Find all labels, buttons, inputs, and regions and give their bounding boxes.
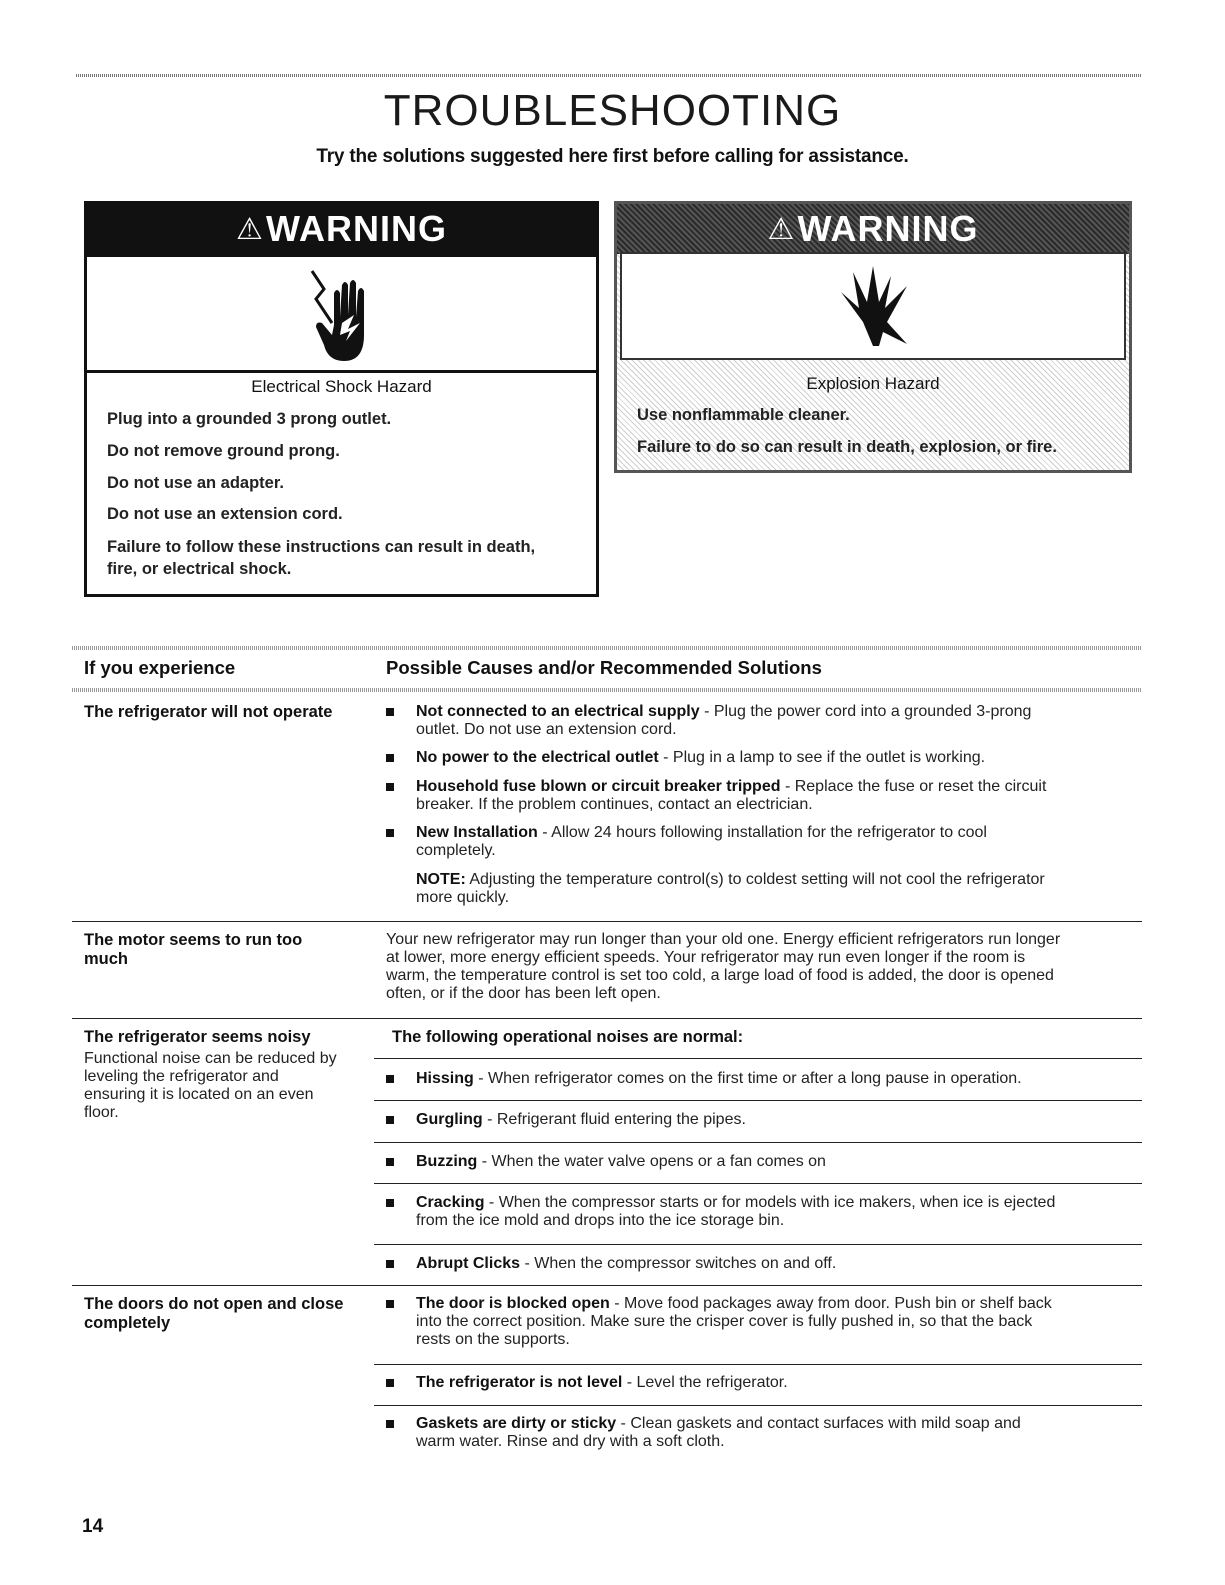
item-divider [374, 1183, 1142, 1184]
item-divider [374, 1100, 1142, 1101]
noise-intro: The following operational noises are normal: [392, 1028, 744, 1046]
warning-line: Do not remove ground prong. [107, 442, 340, 460]
hazard-title: Explosion Hazard [806, 374, 940, 393]
list-item: The refrigerator is not level - Level the refrigerator. [386, 1374, 1131, 1392]
hazard-title: Electrical Shock Hazard [251, 377, 432, 396]
warning-line: Failure to do so can result in death, explosion, or fire. [637, 438, 1057, 456]
warning-line: Do not use an extension cord. [107, 505, 343, 523]
problem-label: The refrigerator will not operate [84, 703, 333, 721]
item-divider [374, 1244, 1142, 1245]
bullet-icon [386, 708, 394, 716]
warning-line: Plug into a grounded 3 prong outlet. [107, 410, 392, 428]
row-divider [72, 921, 1142, 922]
bullet-icon [386, 829, 394, 837]
page-title: TROUBLESHOOTING [383, 86, 842, 135]
column-header-solutions: Possible Causes and/or Recommended Solutions [386, 657, 822, 678]
problem-label: The doors do not open and close completely [84, 1295, 344, 1332]
bullet-icon [386, 1260, 394, 1268]
problem-note: Functional noise can be reduced by leveling the refrigerator and ensuring it is located on an even floor. [84, 1050, 337, 1121]
bullet-icon [386, 783, 394, 791]
item-divider [374, 1405, 1142, 1406]
bullet-icon [386, 754, 394, 762]
page-number: 14 [82, 1516, 104, 1537]
explosion-icon [833, 262, 913, 352]
bullet-icon [386, 1075, 394, 1083]
list-item: New Installation - Allow 24 hours following installation for the refrigerator to cool completely. [386, 824, 1131, 860]
note-text: NOTE: Adjusting the temperature control(s) to coldest setting will not cool the refrigerator more quickly. [416, 871, 1045, 906]
warning-triangle-icon: ⚠ [767, 212, 796, 246]
list-item: Gaskets are dirty or sticky - Clean gaskets and contact surfaces with mild soap and warm water. Rinse and dry with a soft cloth. [386, 1415, 1131, 1451]
row-divider [72, 1018, 1142, 1019]
table-header-rule [72, 688, 1142, 692]
list-item: No power to the electrical outlet - Plug in a lamp to see if the outlet is working. [386, 749, 1131, 767]
list-item: Not connected to an electrical supply - Plug the power cord into a grounded 3-prong outlet. Do not use an extension cord. [386, 703, 1131, 739]
warning-line: Use nonflammable cleaner. [637, 406, 850, 424]
electrical-warning-box [84, 201, 599, 597]
row-divider [72, 1285, 1142, 1286]
warning-line: Do not use an adapter. [107, 474, 284, 492]
warning-label: WARNING [797, 208, 979, 249]
warning-header [617, 204, 1129, 254]
table-top-rule [72, 646, 1142, 650]
list-item: Buzzing - When the water valve opens or a fan comes on [386, 1153, 1131, 1171]
problem-label: The motor seems to run too much [84, 931, 303, 968]
problem-label: The refrigerator seems noisy [84, 1028, 311, 1046]
bullet-icon [386, 1158, 394, 1166]
item-divider [374, 1364, 1142, 1365]
list-item: Gurgling - Refrigerant fluid entering the pipes. [386, 1111, 1131, 1129]
top-divider [76, 74, 1142, 77]
bullet-icon [386, 1199, 394, 1207]
bullet-icon [386, 1379, 394, 1387]
list-item: Cracking - When the compressor starts or for models with ice makers, when ice is ejected from the ice mold and drops into the ice storage bin. [386, 1194, 1131, 1230]
item-divider [374, 1142, 1142, 1143]
explosion-warning-box [614, 201, 1132, 473]
list-item: Household fuse blown or circuit breaker tripped - Replace the fuse or reset the circuit breaker. If the problem continues, contact an electrician. [386, 778, 1131, 814]
bullet-icon [386, 1116, 394, 1124]
list-item: The door is blocked open - Move food packages away from door. Push bin or shelf back into the correct position. Make sure the crisper cover is fully pushed in, so that the back rests on the supports. [386, 1295, 1131, 1349]
item-divider [374, 1058, 1142, 1059]
solution-text: Your new refrigerator may run longer than your old one. Energy efficient refrigerators run longer at lower, more energy efficient speeds. Your refrigerator may run even longer if the room is warm, the temperature control is set too cold, a large load of food is added, the door is opened often, or if the door has been left open. [386, 931, 1061, 1002]
warning-icon-panel [620, 252, 1126, 360]
bullet-icon [386, 1300, 394, 1308]
column-header-experience: If you experience [84, 657, 236, 678]
warning-line: fire, or electrical shock. [107, 560, 292, 578]
warning-triangle-icon: ⚠ [236, 212, 264, 246]
page-subtitle: Try the solutions suggested here first before calling for assistance. [316, 146, 909, 167]
list-item: Hissing - When refrigerator comes on the first time or after a long pause in operation. [386, 1070, 1131, 1088]
warning-icon-panel [87, 254, 596, 373]
warning-header [87, 204, 596, 254]
electrical-shock-icon [302, 265, 382, 365]
list-item: Abrupt Clicks - When the compressor switches on and off. [386, 1255, 1131, 1273]
warning-label: WARNING [265, 208, 447, 249]
warning-line: Failure to follow these instructions can result in death, [107, 538, 536, 556]
bullet-icon [386, 1420, 394, 1428]
